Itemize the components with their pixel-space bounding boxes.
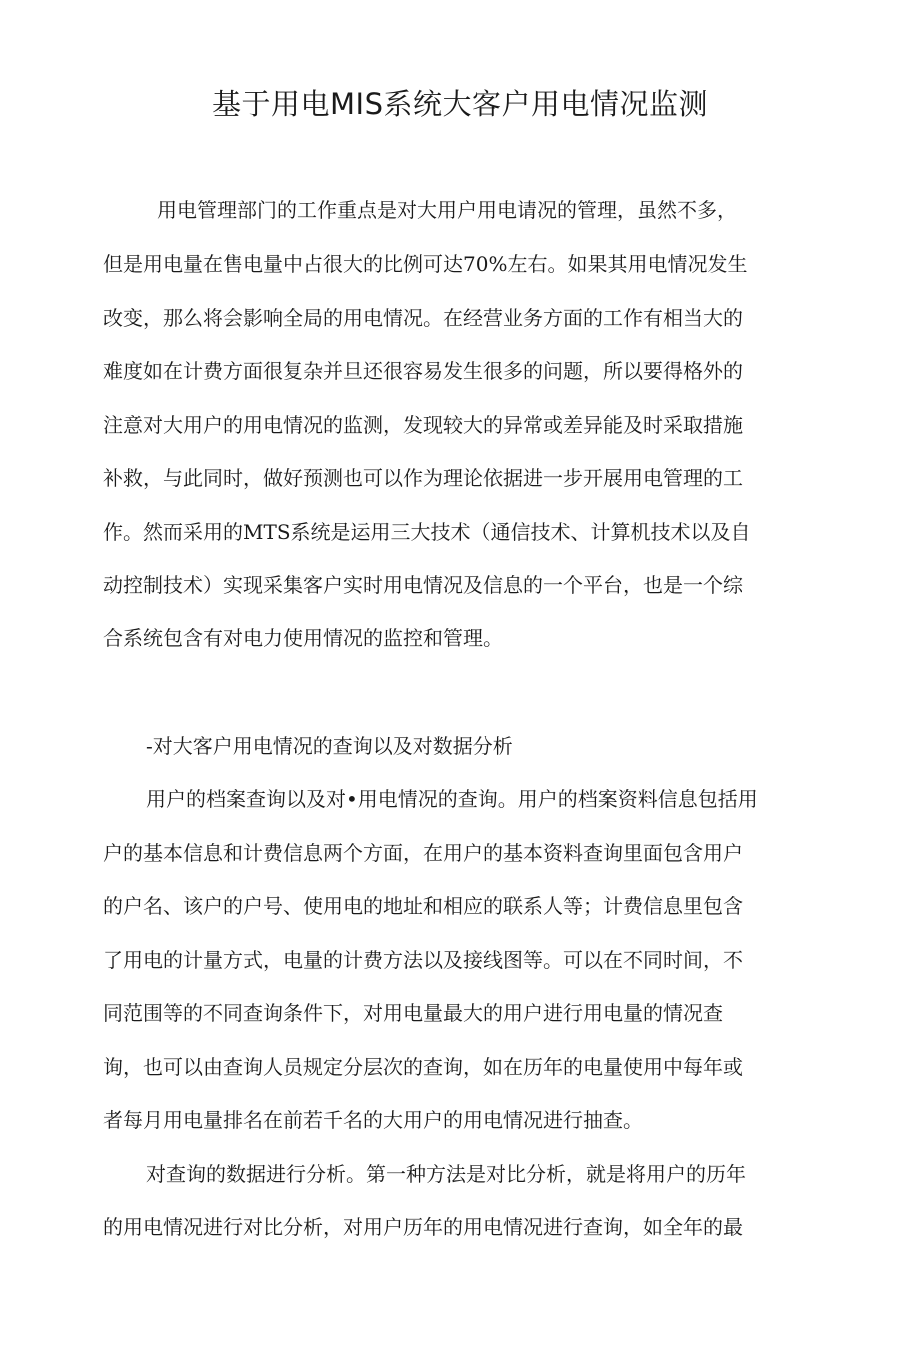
paragraph-1-line-7: 作。然而采用的MTS系统是运用三大技术（通信技术、计算机技术以及自 xyxy=(103,520,751,544)
paragraph-1-line-9: 合系统包含有对电力使用情况的监控和管理。 xyxy=(103,626,503,650)
paragraph-3-line-2: 的用电情况进行对比分析，对用户历年的用电情况进行查询，如全年的最 xyxy=(103,1215,743,1239)
paragraph-2-line-2: 户的基本信息和计费信息两个方面，在用户的基本资料查询里面包含用户 xyxy=(103,841,743,865)
paragraph-2-line-4: 了用电的计量方式，电量的计费方法以及接线图等。可以在不同时间，不 xyxy=(103,948,743,972)
paragraph-2-line-5: 同范围等的不同查询条件下，对用电量最大的用户进行用电量的情况查 xyxy=(103,1001,723,1025)
paragraph-1-line-6: 补救，与此同时，做好预测也可以作为理论依据进一步开展用电管理的工 xyxy=(103,466,743,490)
paragraph-1-line-4: 难度如在计费方面很复杂并旦还很容易发生很多的问题，所以要得格外的 xyxy=(103,359,743,383)
paragraph-1-line-5: 注意对大用户的用电情况的监测，发现较大的异常或差异能及时采取措施 xyxy=(103,413,743,437)
paragraph-1-line-2: 但是用电量在售电量中占很大的比例可达70%左右。如果其用电情况发生 xyxy=(103,252,748,276)
paragraph-1-line-1: 用电管理部门的工作重点是对大用户用电请况的管理，虽然不多， xyxy=(157,198,737,222)
paragraph-1-line-3: 改变，那么将会影响全局的用电情况。在经营业务方面的工作有相当大的 xyxy=(103,306,743,330)
paragraph-1-line-8: 动控制技术）实现采集客户实时用电情况及信息的一个平台，也是一个综 xyxy=(103,573,743,597)
paragraph-2-line-1: 用户的档案查询以及对•用电情况的查询。用户的档案资料信息包括用 xyxy=(146,787,758,811)
section-heading: -对大客户用电情况的查询以及对数据分析 xyxy=(146,734,513,758)
paragraph-2-line-3: 的户名、该户的户号、使用电的地址和相应的联系人等；计费信息里包含 xyxy=(103,894,743,918)
document-title: 基于用电MIS系统大客户用电情况监测 xyxy=(212,87,708,121)
paragraph-2-line-7: 者每月用电量排名在前若千名的大用户的用电情况进行抽查。 xyxy=(103,1108,643,1132)
paragraph-3-line-1: 对查询的数据进行分析。第一种方法是对比分析，就是将用户的历年 xyxy=(146,1162,746,1186)
paragraph-2-line-6: 询，也可以由查询人员规定分层次的查询，如在历年的电量使用中每年或 xyxy=(103,1055,743,1079)
